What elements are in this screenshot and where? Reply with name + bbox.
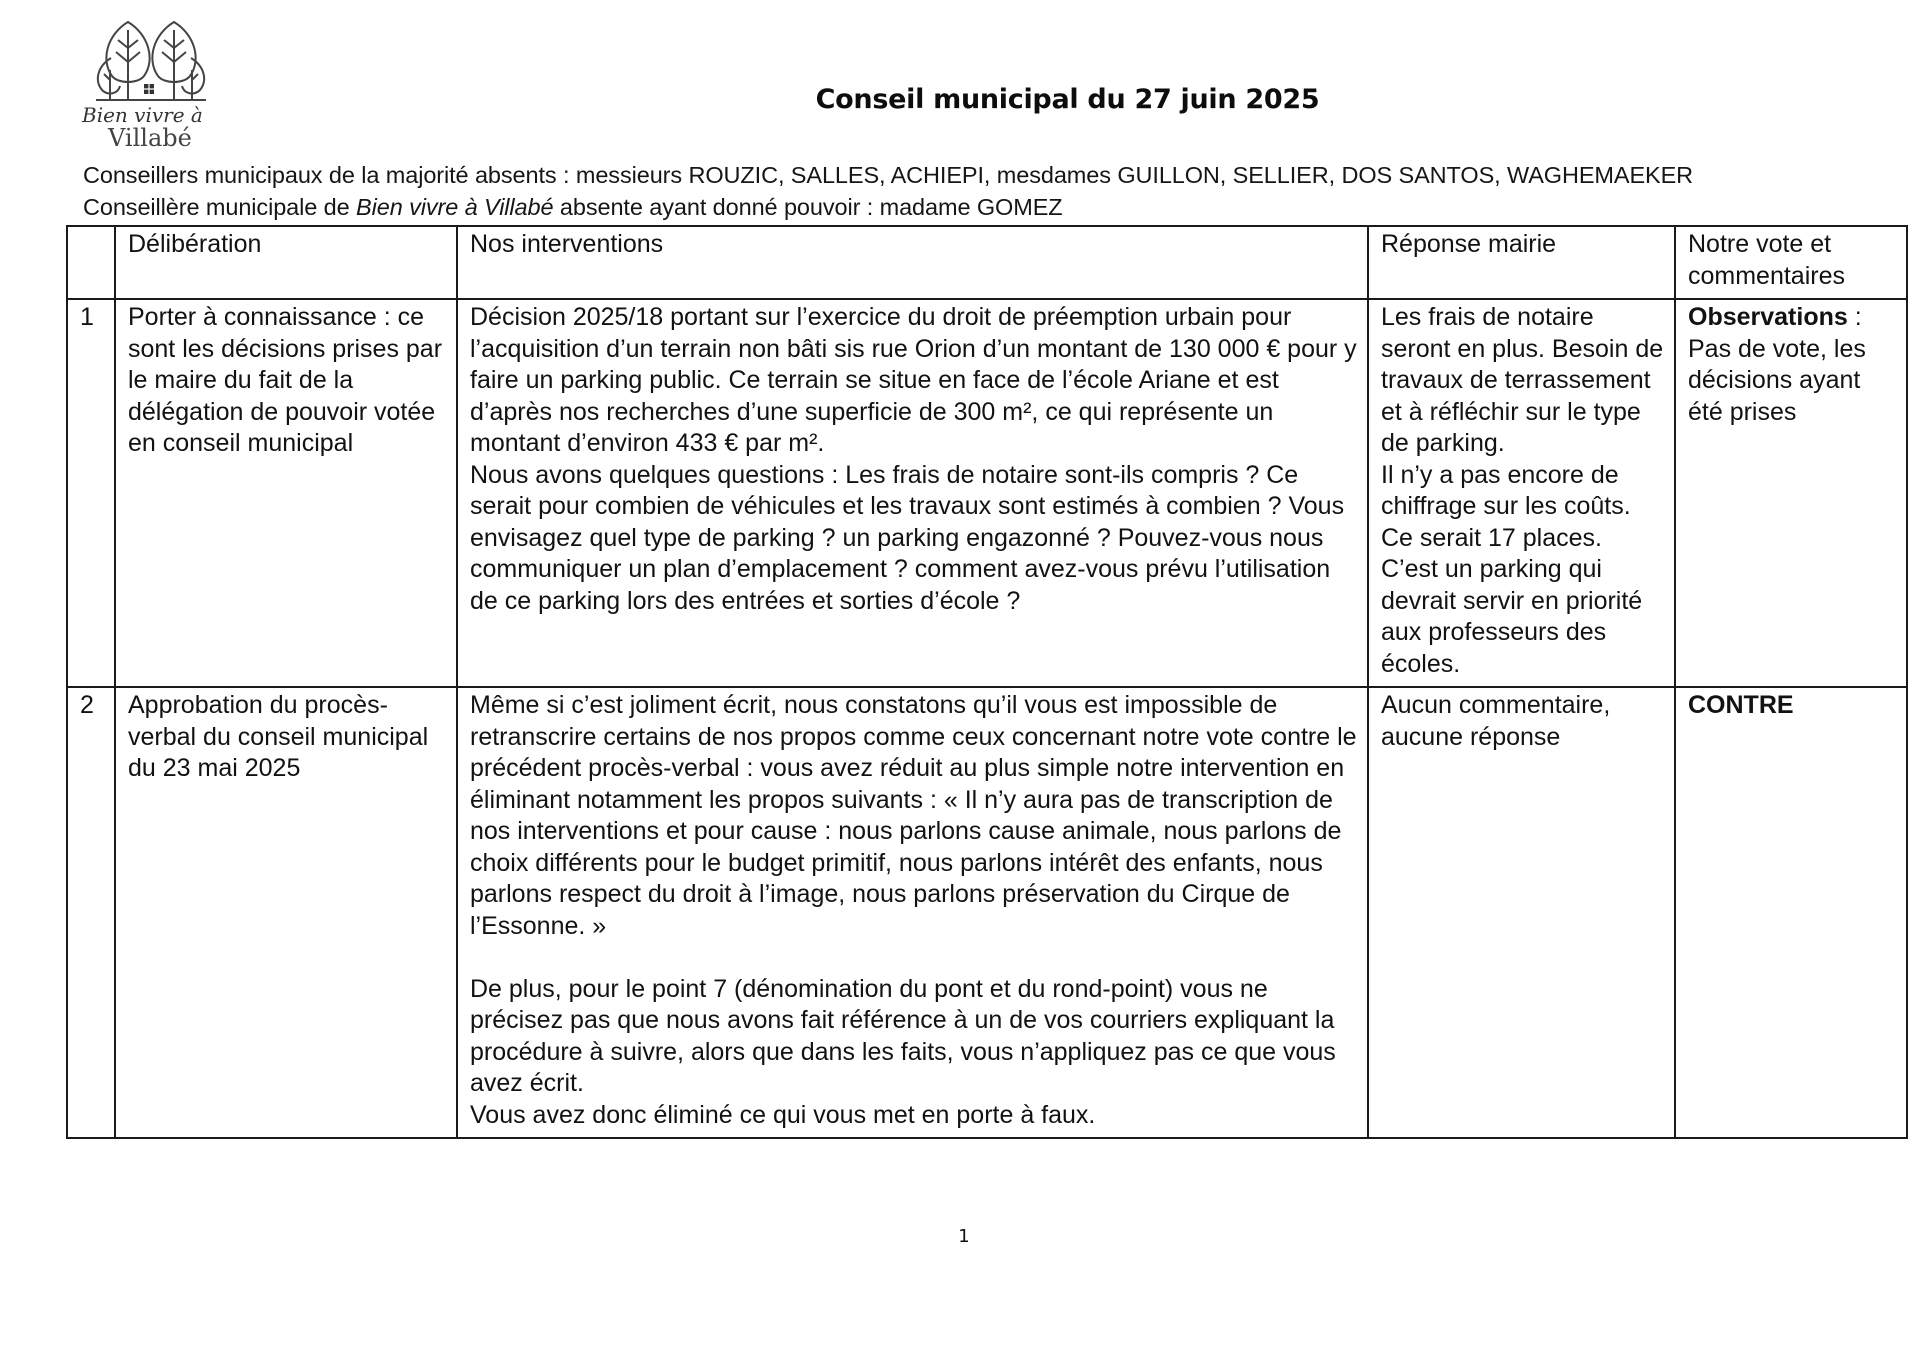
interventions-cell [457,299,1368,687]
deliberation-cell: Approbation du procès-verbal du conseil municipal du 23 mai 2025 [115,687,457,1138]
header-deliberation: Délibération [115,226,457,299]
response-cell [1368,687,1675,1138]
table-row [67,299,1907,687]
group-name: Bien vivre à Villabé [356,194,554,220]
page-title: Conseil municipal du 27 juin 2025 [815,84,1320,115]
intervention-paragraph: Nous avons quelques questions : Les frais de notaire sont-ils compris ? Ce serait pour combien de véhicules et les travaux sont estimés à combien ? Vous envisagez quel type de parking ? un parking engazonné ? Pouvez-vous nous communiquer un plan d’emplacement ? comment avez-vous prévu l’utilisation de ce parking lors des entrées et sorties d’école ? [470,460,1345,615]
svg-text:Bien vivre à: Bien vivre à [82,103,203,127]
header-number [67,226,115,299]
vote-label: Observations [1688,303,1848,331]
absent-prefix: Conseillère municipale de [83,194,357,220]
interventions-cell [457,687,1368,1138]
response-paragraph: C’est un parking qui devrait servir en priorité aux professeurs des écoles. [1381,555,1643,678]
response-cell [1368,299,1675,687]
vote-separator: : [1847,303,1862,331]
header-response: Réponse mairie [1368,226,1675,299]
table-row [67,687,1907,1138]
absent-opposition-councillor [83,194,1063,221]
svg-text:Villabé: Villabé [108,124,192,150]
page-number: 1 [958,1226,970,1247]
row-number: 1 [67,299,115,687]
intervention-paragraph: Même si c’est joliment écrit, nous constatons qu’il vous est impossible de retranscrire certains de nos propos comme ceux concernant notre vote contre le précédent procès-verbal : vous avez réduit au plus simple notre intervention en éliminant notamment les propos suivants : « Il n’y aura pas de transcription de nos interventions et pour cause : nous parlons cause animale, nous parlons de choix différents pour le budget primitif, nous parlons intérêt des enfants, nous parlons respect du droit à l’image, nous parlons préservation du Cirque de l’Essonne. » [470,691,1357,940]
paragraph-spacer [470,942,1357,974]
response-paragraph: Aucun commentaire, aucune réponse [1381,691,1611,751]
response-paragraph: Ce serait 17 places. [1381,523,1602,552]
header-interventions: Nos interventions [457,226,1368,299]
trees-house-logo-icon [78,14,234,150]
row-number: 2 [67,687,115,1138]
intervention-paragraph: Vous avez donc éliminé ce qui vous met en porte à faux. [470,1100,1096,1129]
vote-cell [1675,687,1907,1138]
intervention-paragraph: De plus, pour le point 7 (dénomination du pont et du rond-point) vous ne précisez pas que nous avons fait référence à un de vos courriers expliquant la procédure à suivre, alors que dans les faits, vous n’appliquez pas ce que vous avez écrit. [470,974,1336,1097]
vote-comment: Pas de vote, les décisions ayant été prises [1688,334,1866,426]
association-logo [78,14,234,150]
intervention-paragraph: Décision 2025/18 portant sur l’exercice du droit de préemption urbain pour l’acquisition d’un terrain non bâti sis rue Orion d’un montant de 130 000 € pour y faire un parking public. Ce terrain se situe en face de l’école Ariane et est d’après nos recherches d’une superficie de 300 m², ce qui représente un montant d’environ 433 € par m². [470,303,1357,457]
table-header-row [67,226,1907,299]
deliberation-cell: Porter à connaissance : ce sont les décisions prises par le maire du fait de la délégation de pouvoir votée en conseil municipal [115,299,457,687]
response-paragraph: Les frais de notaire seront en plus. Besoin de travaux de terrassement et à réfléchir sur le type de parking. [1381,303,1664,457]
response-paragraph: Il n’y a pas encore de chiffrage sur les coûts. [1381,460,1631,520]
vote-result: CONTRE [1688,691,1794,719]
absent-suffix: absente ayant donné pouvoir : madame GOMEZ [553,194,1063,220]
deliberations-table [66,225,1908,1139]
vote-cell [1675,299,1907,687]
absent-majority-councillors: Conseillers municipaux de la majorité absents : messieurs ROUZIC, SALLES, ACHIEPI, mesdames GUILLON, SELLIER, DOS SANTOS, WAGHEMAEKER [83,162,1694,188]
header-vote: Notre vote et commentaires [1675,226,1907,299]
